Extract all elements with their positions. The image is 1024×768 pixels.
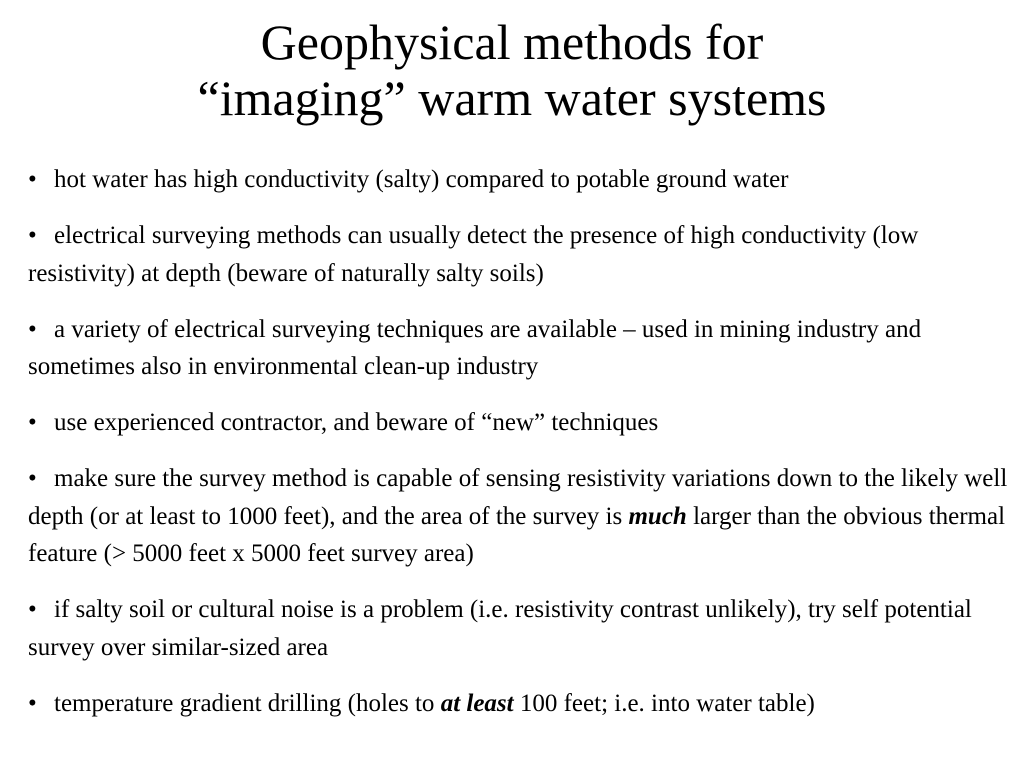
bullet-experienced-contractor — [28, 404, 1013, 442]
bullet-icon: • — [28, 409, 37, 436]
bullet-temperature-gradient-drilling — [28, 685, 1013, 723]
bullet-text-before: make sure the survey method is capable of sensing resistivity variations down to the likely well depth (or at least to 1000 feet), and the area of the survey is — [28, 465, 1008, 530]
bullet-text: if salty soil or cultural noise is a problem (i.e. resistivity contrast unlikely), try self potential survey over similar-sized area — [28, 596, 972, 661]
title-line-1: Geophysical methods for — [260, 14, 764, 70]
bullet-icon: • — [28, 465, 37, 492]
bullet-hot-water-conductivity — [28, 161, 1013, 199]
bullet-icon: • — [28, 315, 37, 343]
bullet-text-before: temperature gradient drilling (holes to — [54, 689, 441, 717]
bullet-icon: • — [28, 222, 37, 249]
bullet-text-after: 100 feet; i.e. into water table) — [513, 689, 815, 717]
bullet-techniques-available — [28, 311, 1013, 386]
bullet-text-after: larger than the obvious thermal feature (> 5000 feet x 5000 feet survey area) — [28, 502, 1006, 567]
bullet-electrical-surveying — [28, 217, 1013, 292]
bullet-text: hot water has high conductivity (salty) compared to potable ground water — [54, 166, 789, 193]
title-line-2: “imaging” warm water systems — [197, 70, 827, 126]
bullet-self-potential-survey — [28, 591, 1013, 666]
emphasis-at-least: at least — [440, 689, 514, 717]
emphasis-much: much — [628, 502, 687, 530]
bullet-text: electrical surveying methods can usually detect the presence of high conductivity (low resistivity) at depth (beware of naturally salty soils) — [28, 222, 919, 287]
bullet-icon: • — [28, 166, 37, 193]
slide-title — [0, 14, 1024, 126]
bullet-icon: • — [28, 596, 37, 623]
bullet-list — [28, 161, 1013, 741]
bullet-text: use experienced contractor, and beware of “new” techniques — [54, 409, 659, 436]
bullet-icon: • — [28, 689, 37, 717]
bullet-survey-method-depth — [28, 460, 1013, 573]
bullet-text: a variety of electrical surveying techniques are available – used in mining industry and sometimes also in environmental clean-up industry — [28, 315, 922, 380]
